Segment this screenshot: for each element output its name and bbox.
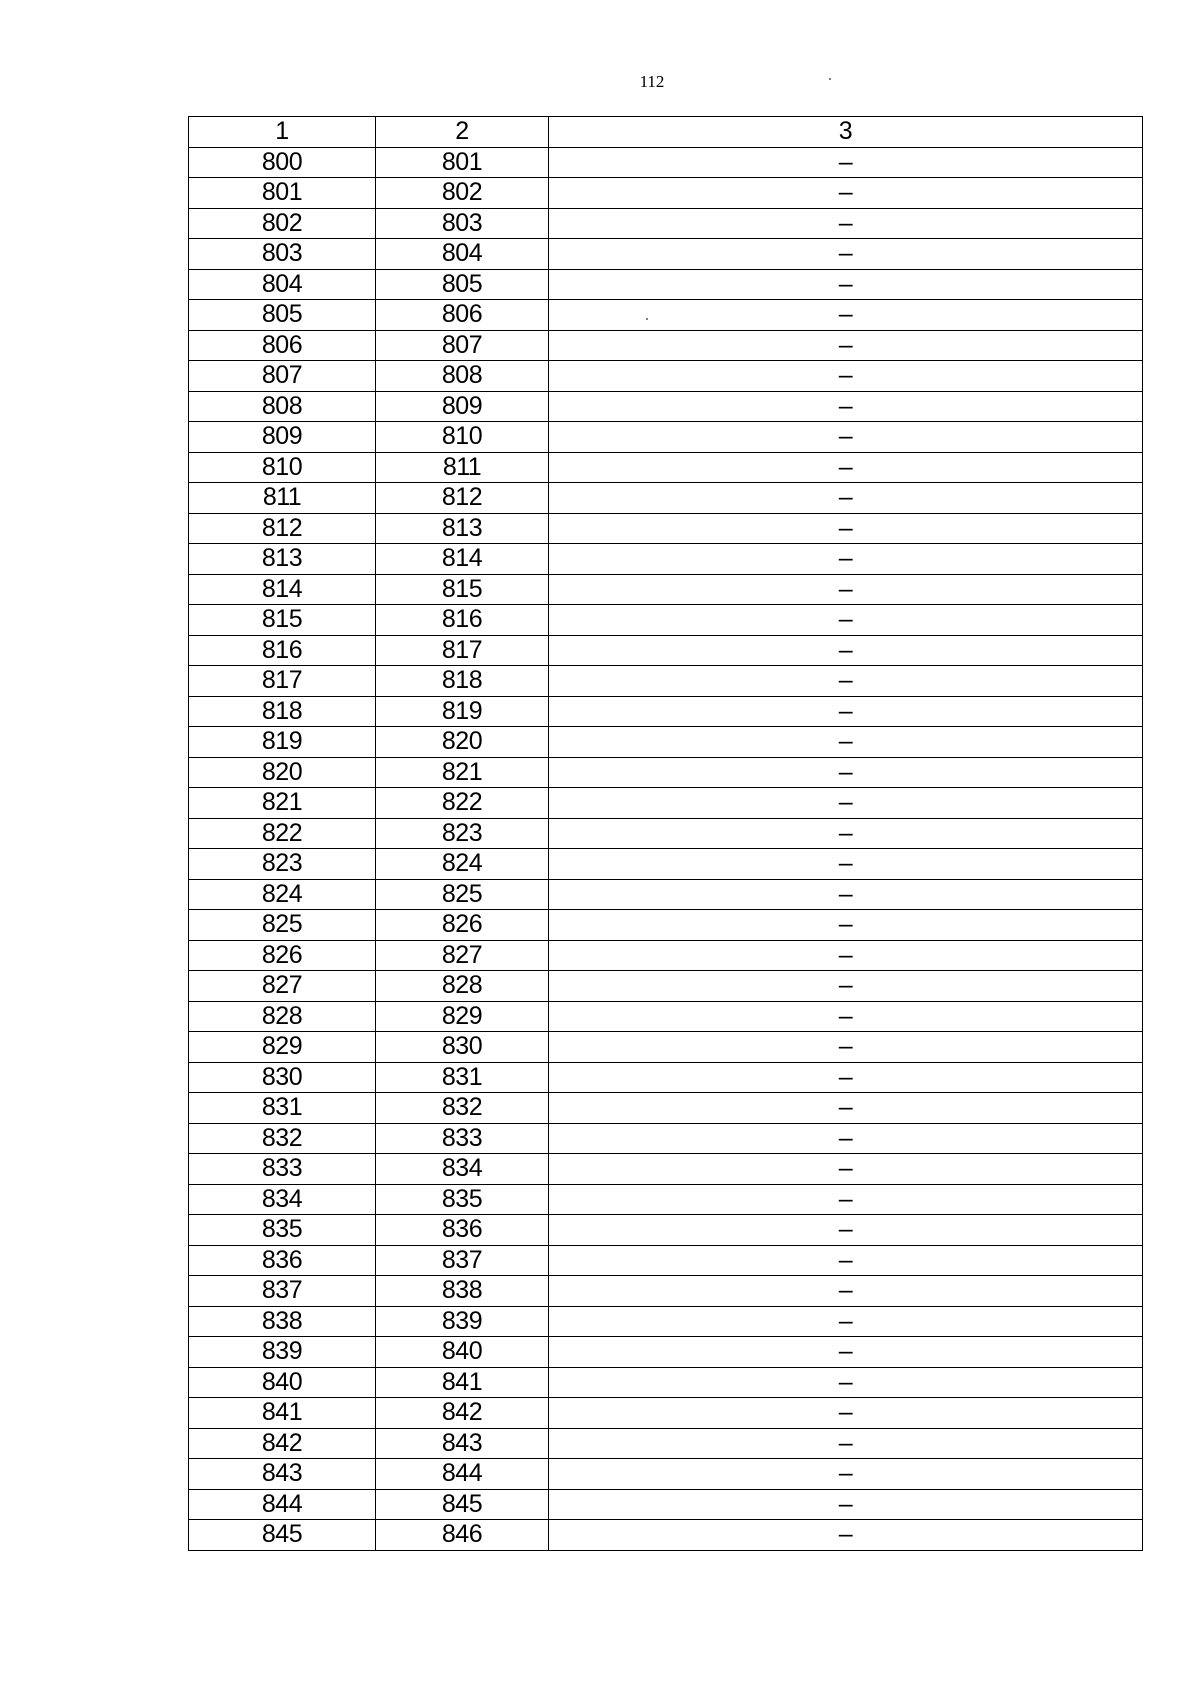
table-cell-col-3: – — [549, 879, 1143, 910]
table-cell-col-3: – — [549, 1428, 1143, 1459]
table-cell-col-3: – — [549, 1520, 1143, 1551]
table-cell-col-2: 815 — [376, 574, 549, 605]
table-cell-col-3: – — [549, 178, 1143, 209]
table-cell-col-3: – — [549, 1245, 1143, 1276]
table-cell-col-2: 823 — [376, 818, 549, 849]
table-cell-col-3: – — [549, 208, 1143, 239]
table-row — [189, 1245, 1143, 1276]
table-row — [189, 483, 1143, 514]
table-cell-col-1: 835 — [189, 1215, 376, 1246]
table-cell-col-2: 836 — [376, 1215, 549, 1246]
table-cell-col-2: 827 — [376, 940, 549, 971]
table-cell-col-2: 829 — [376, 1001, 549, 1032]
table-body — [189, 147, 1143, 1550]
table-cell-col-2: 832 — [376, 1093, 549, 1124]
table-cell-col-3: – — [549, 727, 1143, 758]
table-cell-col-2: 843 — [376, 1428, 549, 1459]
table-cell-col-1: 801 — [189, 178, 376, 209]
table-row — [189, 1459, 1143, 1490]
table-cell-col-2: 812 — [376, 483, 549, 514]
table-cell-col-1: 822 — [189, 818, 376, 849]
table-cell-col-3: – — [549, 330, 1143, 361]
table-cell-col-1: 806 — [189, 330, 376, 361]
table-row — [189, 635, 1143, 666]
table-cell-col-1: 819 — [189, 727, 376, 758]
table-cell-col-1: 820 — [189, 757, 376, 788]
table-row — [189, 391, 1143, 422]
column-header-2: 2 — [376, 117, 549, 148]
table-cell-col-3: – — [549, 483, 1143, 514]
table-cell-col-1: 830 — [189, 1062, 376, 1093]
table-cell-col-1: 844 — [189, 1489, 376, 1520]
table-row — [189, 422, 1143, 453]
table-cell-col-3: – — [549, 666, 1143, 697]
table-cell-col-2: 806 — [376, 300, 549, 331]
table-cell-col-2: 833 — [376, 1123, 549, 1154]
table-row — [189, 1306, 1143, 1337]
table-cell-col-3: – — [549, 1367, 1143, 1398]
table-cell-col-3: – — [549, 1154, 1143, 1185]
table-row — [189, 1062, 1143, 1093]
table-cell-col-2: 817 — [376, 635, 549, 666]
table-row — [189, 1276, 1143, 1307]
table-cell-col-2: 842 — [376, 1398, 549, 1429]
table-row — [189, 940, 1143, 971]
table-cell-col-1: 821 — [189, 788, 376, 819]
table-cell-col-2: 824 — [376, 849, 549, 880]
table-cell-col-3: – — [549, 452, 1143, 483]
table-cell-col-3: – — [549, 1062, 1143, 1093]
table-row — [189, 544, 1143, 575]
table-cell-col-3: – — [549, 1123, 1143, 1154]
table-cell-col-2: 808 — [376, 361, 549, 392]
page-number — [52, 72, 1200, 92]
table-cell-col-2: 811 — [376, 452, 549, 483]
table-row — [189, 513, 1143, 544]
table-row — [189, 666, 1143, 697]
table-cell-col-1: 838 — [189, 1306, 376, 1337]
table-cell-col-1: 813 — [189, 544, 376, 575]
table-cell-col-1: 816 — [189, 635, 376, 666]
table-cell-col-1: 828 — [189, 1001, 376, 1032]
table-row — [189, 1489, 1143, 1520]
table-cell-col-2: 820 — [376, 727, 549, 758]
table-cell-col-2: 830 — [376, 1032, 549, 1063]
table-cell-col-2: 825 — [376, 879, 549, 910]
table-row — [189, 1154, 1143, 1185]
table-cell-col-1: 825 — [189, 910, 376, 941]
table-cell-col-1: 811 — [189, 483, 376, 514]
table-cell-col-1: 829 — [189, 1032, 376, 1063]
table-cell-col-1: 824 — [189, 879, 376, 910]
table-cell-col-3: – — [549, 757, 1143, 788]
table-row — [189, 1428, 1143, 1459]
table-cell-col-3: – — [549, 849, 1143, 880]
table-cell-col-3: – — [549, 1001, 1143, 1032]
table-cell-col-3: – — [549, 696, 1143, 727]
table-cell-col-1: 812 — [189, 513, 376, 544]
table-cell-col-2: 809 — [376, 391, 549, 422]
table-cell-col-3: – — [549, 971, 1143, 1002]
table-row — [189, 361, 1143, 392]
data-table — [188, 116, 1143, 1551]
table-row — [189, 300, 1143, 331]
table-cell-col-3: – — [549, 574, 1143, 605]
table-row — [189, 727, 1143, 758]
table-cell-col-2: 822 — [376, 788, 549, 819]
table-cell-col-3: – — [549, 391, 1143, 422]
table-cell-col-3: – — [549, 818, 1143, 849]
table-row — [189, 1398, 1143, 1429]
table-cell-col-3: – — [549, 910, 1143, 941]
table-cell-col-1: 808 — [189, 391, 376, 422]
table-cell-col-2: 803 — [376, 208, 549, 239]
table-cell-col-3: – — [549, 1093, 1143, 1124]
table-cell-col-1: 827 — [189, 971, 376, 1002]
table-row — [189, 1184, 1143, 1215]
table-cell-col-1: 840 — [189, 1367, 376, 1398]
table-row — [189, 1032, 1143, 1063]
table-cell-col-1: 831 — [189, 1093, 376, 1124]
table-cell-col-2: 818 — [376, 666, 549, 697]
table-cell-col-3: – — [549, 1215, 1143, 1246]
table-row — [189, 239, 1143, 270]
table-cell-col-1: 841 — [189, 1398, 376, 1429]
table-cell-col-1: 817 — [189, 666, 376, 697]
table-row — [189, 330, 1143, 361]
table-row — [189, 452, 1143, 483]
table-cell-col-1: 842 — [189, 1428, 376, 1459]
table-cell-col-2: 821 — [376, 757, 549, 788]
table-cell-col-1: 837 — [189, 1276, 376, 1307]
table-cell-col-3: – — [549, 1306, 1143, 1337]
table-cell-col-1: 818 — [189, 696, 376, 727]
table-row — [189, 879, 1143, 910]
table-cell-col-3: – — [549, 1398, 1143, 1429]
table-row — [189, 849, 1143, 880]
table-row — [189, 605, 1143, 636]
table-cell-col-2: 837 — [376, 1245, 549, 1276]
table-row — [189, 757, 1143, 788]
table-row — [189, 1337, 1143, 1368]
table-cell-col-2: 816 — [376, 605, 549, 636]
table-header-row — [189, 117, 1143, 148]
table-cell-col-1: 845 — [189, 1520, 376, 1551]
table-cell-col-2: 810 — [376, 422, 549, 453]
table-cell-col-2: 845 — [376, 1489, 549, 1520]
table-cell-col-2: 838 — [376, 1276, 549, 1307]
table-cell-col-3: – — [549, 147, 1143, 178]
table-cell-col-2: 844 — [376, 1459, 549, 1490]
table-cell-col-3: – — [549, 361, 1143, 392]
scan-speck — [829, 78, 831, 80]
table-cell-col-2: 819 — [376, 696, 549, 727]
table-row — [189, 818, 1143, 849]
table-row — [189, 208, 1143, 239]
table-cell-col-1: 843 — [189, 1459, 376, 1490]
table-cell-col-2: 831 — [376, 1062, 549, 1093]
table-cell-col-1: 802 — [189, 208, 376, 239]
table-cell-col-3: – — [549, 1276, 1143, 1307]
table-cell-col-3: – — [549, 635, 1143, 666]
table-cell-col-3: – — [549, 605, 1143, 636]
table-row — [189, 178, 1143, 209]
table-cell-col-2: 805 — [376, 269, 549, 300]
table-row — [189, 1367, 1143, 1398]
table-cell-col-1: 839 — [189, 1337, 376, 1368]
table-cell-col-2: 814 — [376, 544, 549, 575]
page-number-text: 112 — [639, 72, 665, 91]
table-cell-col-2: 834 — [376, 1154, 549, 1185]
table-cell-col-2: 804 — [376, 239, 549, 270]
table-cell-col-2: 828 — [376, 971, 549, 1002]
table-cell-col-1: 826 — [189, 940, 376, 971]
table-row — [189, 788, 1143, 819]
table-cell-col-3: – — [549, 788, 1143, 819]
table-cell-col-3: – — [549, 513, 1143, 544]
table-cell-col-3: – — [549, 1459, 1143, 1490]
table-cell-col-3: – — [549, 300, 1143, 331]
table-row — [189, 147, 1143, 178]
table-cell-col-2: 807 — [376, 330, 549, 361]
table-cell-col-2: 839 — [376, 1306, 549, 1337]
data-table-container — [188, 116, 1142, 1551]
table-row — [189, 1215, 1143, 1246]
table-row — [189, 574, 1143, 605]
table-cell-col-2: 846 — [376, 1520, 549, 1551]
table-cell-col-1: 805 — [189, 300, 376, 331]
table-cell-col-2: 802 — [376, 178, 549, 209]
column-header-3: 3 — [549, 117, 1143, 148]
table-cell-col-2: 801 — [376, 147, 549, 178]
table-cell-col-1: 804 — [189, 269, 376, 300]
table-cell-col-1: 834 — [189, 1184, 376, 1215]
table-cell-col-1: 800 — [189, 147, 376, 178]
table-row — [189, 696, 1143, 727]
table-cell-col-3: – — [549, 1337, 1143, 1368]
table-cell-col-1: 836 — [189, 1245, 376, 1276]
table-row — [189, 1001, 1143, 1032]
table-cell-col-3: – — [549, 422, 1143, 453]
table-cell-col-1: 810 — [189, 452, 376, 483]
table-cell-col-3: – — [549, 1489, 1143, 1520]
table-row — [189, 1123, 1143, 1154]
table-cell-col-2: 835 — [376, 1184, 549, 1215]
column-header-1: 1 — [189, 117, 376, 148]
table-cell-col-3: – — [549, 544, 1143, 575]
table-row — [189, 1093, 1143, 1124]
table-cell-col-1: 809 — [189, 422, 376, 453]
table-cell-col-1: 815 — [189, 605, 376, 636]
table-cell-col-3: – — [549, 269, 1143, 300]
table-cell-col-1: 814 — [189, 574, 376, 605]
table-cell-col-1: 803 — [189, 239, 376, 270]
table-cell-col-3: – — [549, 1184, 1143, 1215]
table-row — [189, 269, 1143, 300]
table-cell-col-1: 807 — [189, 361, 376, 392]
table-cell-col-2: 840 — [376, 1337, 549, 1368]
table-cell-col-2: 841 — [376, 1367, 549, 1398]
table-cell-col-3: – — [549, 940, 1143, 971]
table-cell-col-1: 823 — [189, 849, 376, 880]
table-cell-col-2: 826 — [376, 910, 549, 941]
table-row — [189, 971, 1143, 1002]
table-cell-col-1: 833 — [189, 1154, 376, 1185]
table-row — [189, 910, 1143, 941]
table-cell-col-3: – — [549, 239, 1143, 270]
table-cell-col-1: 832 — [189, 1123, 376, 1154]
table-row — [189, 1520, 1143, 1551]
table-cell-col-3: – — [549, 1032, 1143, 1063]
table-cell-col-2: 813 — [376, 513, 549, 544]
